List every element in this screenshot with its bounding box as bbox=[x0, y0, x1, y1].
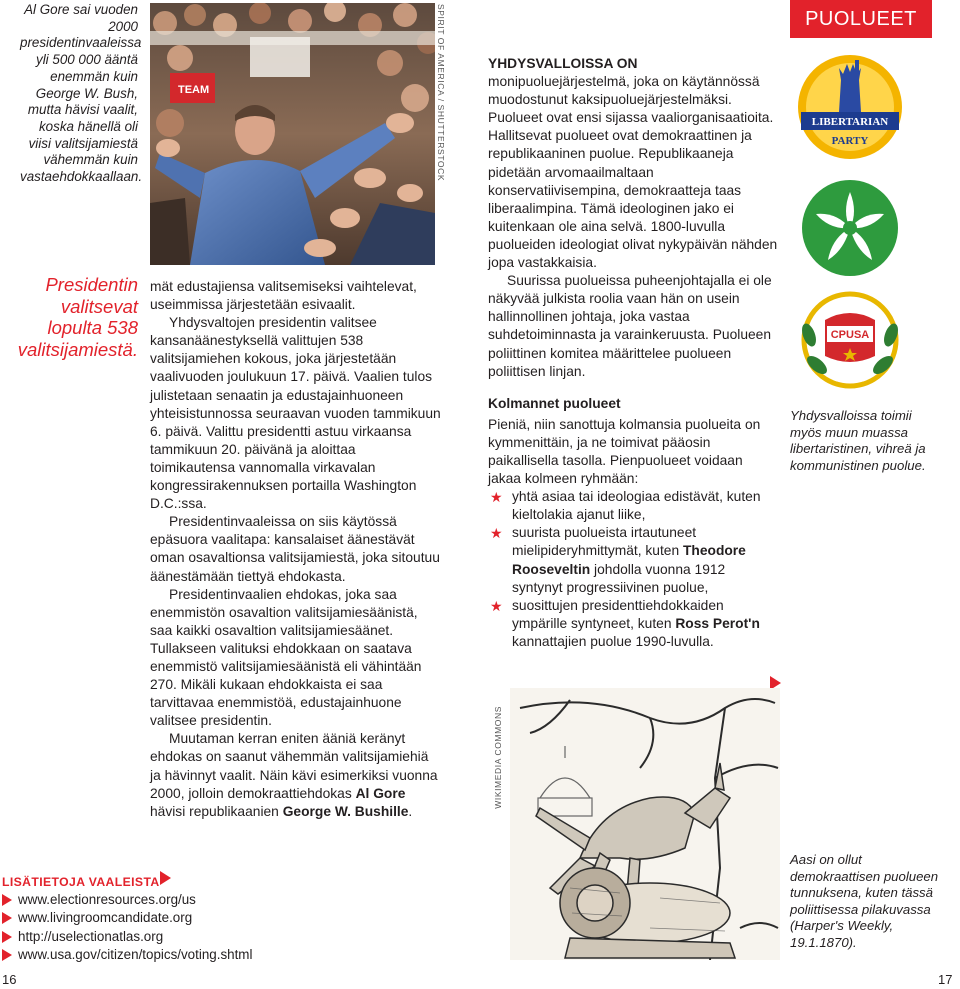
paragraph: Presidentinvaalien ehdokas, joka saa enemmistön osavaltion valitsijamiesäänistä, saa kaikki osavaltion valitsijamiesäänet. Tullakseen valituksi ehdokkaan on saatava enemmistö valitsijamiesäänistä eli vähintään 270. Mikäli kukaan ehdokkaista ei saa tarvittavaa enemmistöä, edustajainhuone valitsee presidentin. bbox=[150, 586, 422, 729]
paragraph: Pieniä, niin sanottuja kolmansia puolueita on kymmenittäin, ja ne toimivat pääosin paikallisella tasolla. Pienpuolueet voidaan jakaa kolmeen ryhmään: bbox=[488, 416, 761, 487]
link-item[interactable]: http://uselectionatlas.org bbox=[2, 928, 252, 946]
photo-credit: SPIRIT OF AMERICA / SHUTTERSTOCK bbox=[436, 4, 446, 182]
libertarian-logo bbox=[795, 52, 905, 162]
paragraph: Presidentinvaaleissa on siis käytössä epäsuora vaalitapa: kansalaiset äänestävät oman osavaltionsa valitsijamiestä, joka sitoutuu äänestämään tiettyä ehdokasta. bbox=[150, 514, 440, 584]
list-item: ★ suosittujen presidenttiehdokkaiden ympärille syntyneet, kuten Ross Perot'n kannattajien puolue 1990-luvulla. bbox=[490, 597, 760, 649]
link-arrow-icon bbox=[2, 949, 12, 961]
logo-text: CPUSA bbox=[830, 329, 870, 341]
list-item: ★ suurista puolueista irtautuneet mielipideryhmittymät, kuten Theodore Rooseveltin johdolla vuonna 1912 syntynyt progressiivinen puolue, bbox=[490, 525, 746, 595]
logos-caption: Yhdysvalloissa toimii myös muun muassa libertaristinen, vihreä ja kommunistinen puolue. bbox=[790, 408, 926, 473]
cartoon-caption: Aasi on ollut demokraattisen puolueen tunnuksena, kuten tässä poliittisessa pilakuvassa (Harper's Weekly, 19.1.1870). bbox=[790, 852, 939, 950]
star-bullet-icon: ★ bbox=[490, 489, 503, 506]
pull-quote: Presidentin valitsevat lopulta 538 valitsijamiestä. bbox=[17, 274, 138, 361]
photo-caption: Al Gore sai vuoden 2000 presidentinvaaleissa yli 500 000 ääntä enemmän kuin George W. Bush, mutta hävisi vaalit, koska hänellä oli viisi valitsijamiestä vähemmän kuin vastaehdokkaallaan. bbox=[20, 2, 143, 185]
paragraph: Yhdysvaltojen presidentin valitsee kansanäänestyksellä valittujen 538 valitsijamiehen kokous, joka järjestetään vaalivuoden joulukuun 17. päivä. Vaalien tulos julistetaan senaatin ja edustajainhuoneen yhteisistunnossa seuraavan vuoden tammikuun 6. päivä. Valittu presidentti astuu virkaansa tammikuun 20. päivänä ja aloittaa toimikautensa vannomalla virkavalan kongressirakennuksen portailla Washington D.C.:ssa. bbox=[150, 315, 441, 512]
page-number-right: 17 bbox=[938, 972, 953, 987]
list-item: ★ yhtä asiaa tai ideologiaa edistävät, kuten kieltolakia ajanut liike, bbox=[490, 489, 761, 523]
bush-name: George W. Bushille bbox=[282, 803, 409, 819]
paragraph: Suurissa puolueissa puheenjohtajalla ei ole näkyvää julkista roolia vaan hän on usein hallinnollinen johtaja, joka vastaa suhdetoiminnasta ja varainkeruusta. Puolueen poliittinen komitea määrittelee puolueen poliittisen linjan. bbox=[488, 273, 772, 379]
link-arrow-icon bbox=[2, 912, 12, 924]
links-list bbox=[2, 891, 252, 964]
roosevelt-name: Theodore Rooseveltin bbox=[512, 543, 746, 577]
lead-in: YHDYSVALLOISSA ON bbox=[488, 56, 638, 71]
links-heading: LISÄTIETOJA VAALEISTA bbox=[2, 875, 160, 889]
cpusa-logo bbox=[795, 290, 905, 390]
paragraph: Muutaman kerran eniten ääniä keränyt ehdokas on saanut vähemmän valitsijamiehiä ja hävinnyt vaalit. Näin kävi esimerkiksi vuonna 2000, jolloin demokraattiehdokas Al Gore hävisi republikaanien George W. Bushille. bbox=[150, 731, 438, 819]
cartoon-credit: WIKIMEDIA COMMONS bbox=[493, 706, 503, 809]
continue-arrow-icon bbox=[160, 871, 171, 885]
green-party-logo bbox=[800, 178, 900, 278]
page-number-left: 16 bbox=[2, 972, 17, 987]
link-item[interactable]: www.electionresources.org/us bbox=[2, 891, 252, 909]
body-column-1 bbox=[150, 278, 441, 821]
star-bullet-icon: ★ bbox=[490, 525, 503, 542]
al-gore-name: Al Gore bbox=[355, 785, 406, 801]
al-gore-crowd-photo bbox=[150, 3, 435, 265]
paragraph: YHDYSVALLOISSA ON monipuoluejärjestelmä, joka on käytännössä muodostunut kaksipuoluejärjestelmäksi. Puolueet ovat ensi sijassa vaaliorganisaatioita. Hallitsevat puolueet ovat demokraattinen ja republikaaninen puolue. Republikaaneja pidetään arvomaailmaltaan konservatiivisempina, demokraatteja taas liberaalimpina. Tämä ideologinen jako ei kuitenkaan ole aina selvä. 1800-luvulla puolueiden ideologiat olivat nykypäivän nähden jopa vastakkaisia. bbox=[488, 56, 778, 271]
star-bullet-icon: ★ bbox=[490, 597, 503, 614]
section-heading: Kolmannet puolueet bbox=[488, 395, 621, 411]
section-label: PUOLUEET bbox=[790, 0, 932, 38]
team-sign-text: TEAM bbox=[178, 84, 210, 96]
perot-name: Ross Perot'n bbox=[675, 615, 760, 631]
logo-text: PARTY bbox=[831, 135, 869, 147]
donkey-cartoon-illustration bbox=[510, 688, 780, 960]
link-item[interactable]: www.usa.gov/citizen/topics/voting.shtml bbox=[2, 946, 252, 964]
link-item[interactable]: www.livingroomcandidate.org bbox=[2, 909, 252, 927]
logo-text: LIBERTARIAN bbox=[811, 116, 889, 128]
link-arrow-icon bbox=[2, 931, 12, 943]
body-column-2 bbox=[488, 55, 778, 651]
paragraph: mät edustajiensa valitsemiseksi vaihtelevat, useimmissa järjestetään esivaalit. bbox=[150, 279, 417, 313]
link-arrow-icon bbox=[2, 894, 12, 906]
